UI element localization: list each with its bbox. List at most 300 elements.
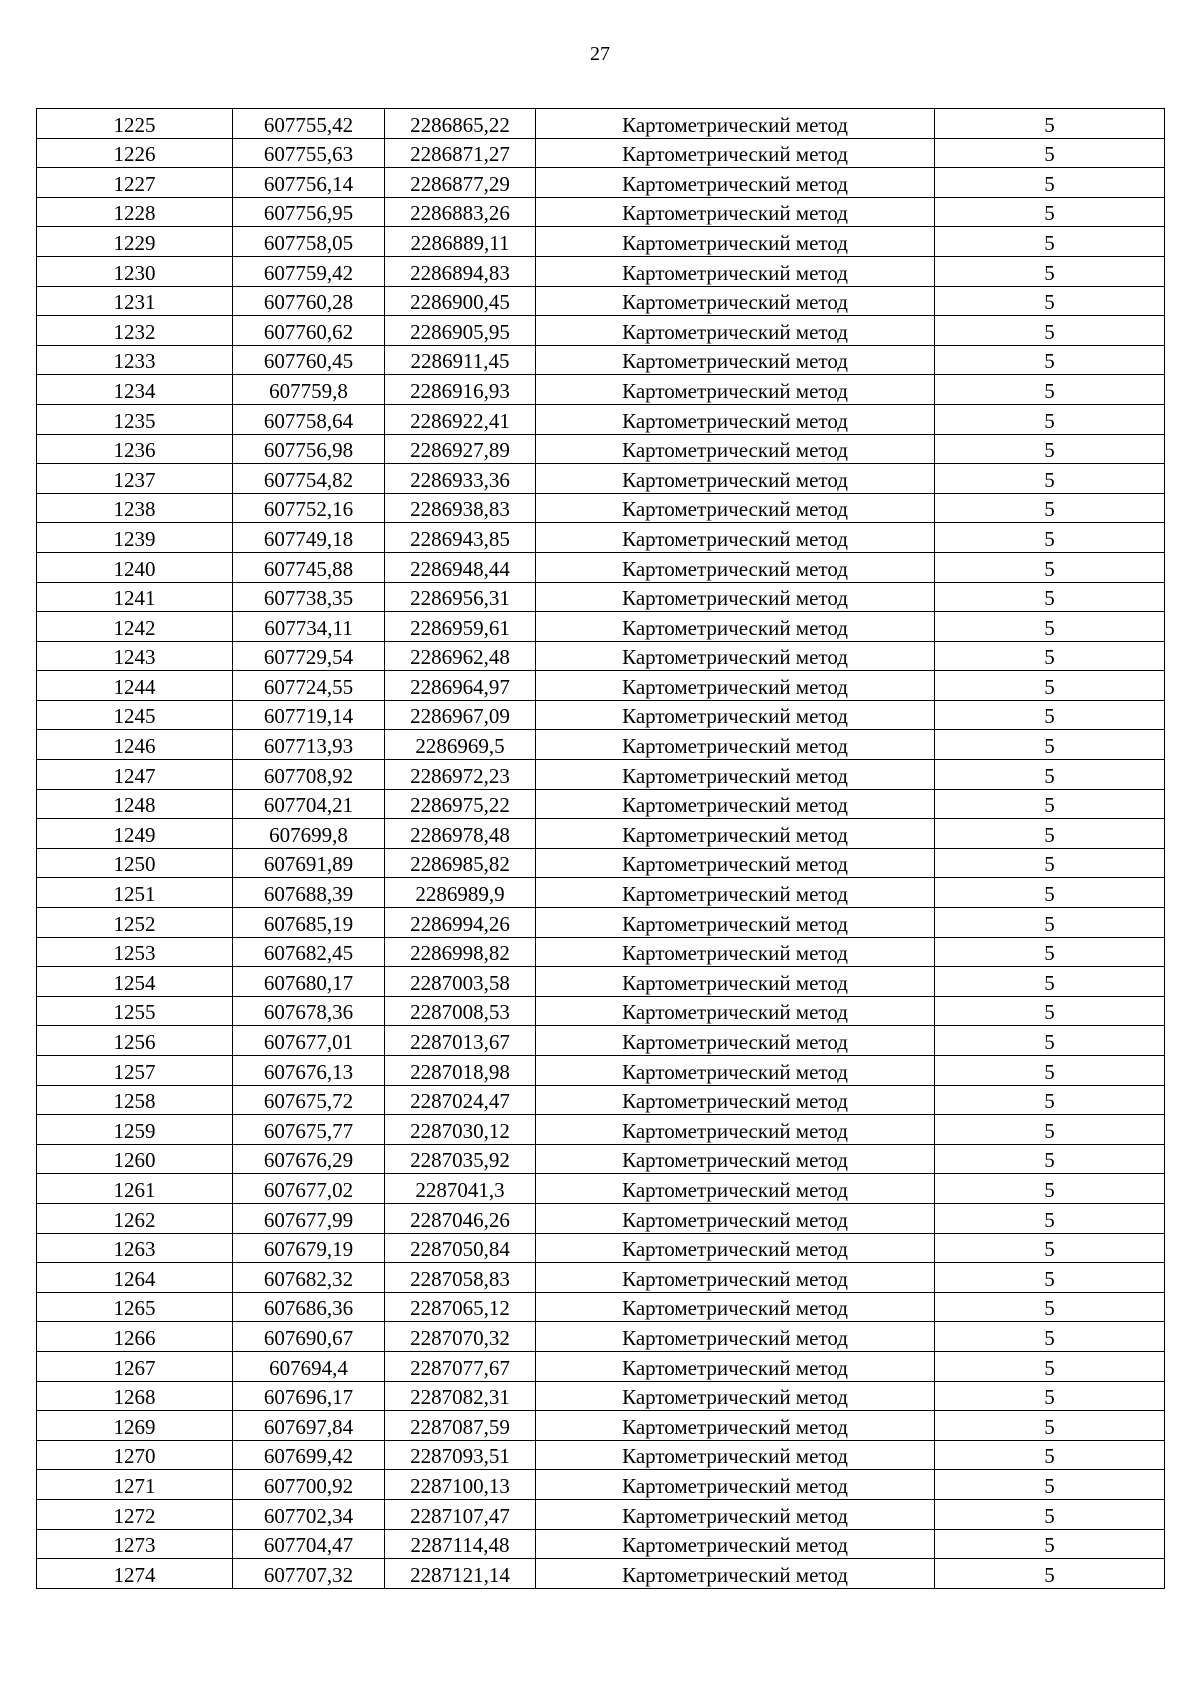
point-number-cell: 1225: [37, 109, 233, 139]
table-row: [37, 109, 1165, 139]
accuracy-cell: 5: [935, 1026, 1165, 1056]
y-coordinate-cell: 2287035,92: [385, 1144, 536, 1174]
x-coordinate-cell: 607719,14: [233, 700, 385, 730]
table-row: [37, 700, 1165, 730]
table-row: [37, 1292, 1165, 1322]
table-row: [37, 493, 1165, 523]
table-row: [37, 967, 1165, 997]
x-coordinate-cell: 607759,8: [233, 375, 385, 405]
y-coordinate-cell: 2287070,32: [385, 1322, 536, 1352]
accuracy-cell: 5: [935, 848, 1165, 878]
method-cell: Картометрический метод: [536, 1559, 935, 1589]
method-cell: Картометрический метод: [536, 1085, 935, 1115]
method-cell: Картометрический метод: [536, 641, 935, 671]
x-coordinate-cell: 607760,62: [233, 316, 385, 346]
point-number-cell: 1263: [37, 1233, 233, 1263]
method-cell: Картометрический метод: [536, 227, 935, 257]
table-row: [37, 1499, 1165, 1529]
method-cell: Картометрический метод: [536, 1292, 935, 1322]
x-coordinate-cell: 607756,98: [233, 434, 385, 464]
accuracy-cell: 5: [935, 493, 1165, 523]
x-coordinate-cell: 607702,34: [233, 1499, 385, 1529]
accuracy-cell: 5: [935, 612, 1165, 642]
accuracy-cell: 5: [935, 109, 1165, 139]
y-coordinate-cell: 2287107,47: [385, 1499, 536, 1529]
accuracy-cell: 5: [935, 345, 1165, 375]
page-number: 27: [590, 43, 610, 65]
y-coordinate-cell: 2287121,14: [385, 1559, 536, 1589]
point-number-cell: 1229: [37, 227, 233, 257]
accuracy-cell: 5: [935, 1292, 1165, 1322]
accuracy-cell: 5: [935, 168, 1165, 198]
x-coordinate-cell: 607749,18: [233, 523, 385, 553]
accuracy-cell: 5: [935, 227, 1165, 257]
method-cell: Картометрический метод: [536, 197, 935, 227]
x-coordinate-cell: 607713,93: [233, 730, 385, 760]
method-cell: Картометрический метод: [536, 523, 935, 553]
x-coordinate-cell: 607675,72: [233, 1085, 385, 1115]
method-cell: Картометрический метод: [536, 730, 935, 760]
method-cell: Картометрический метод: [536, 1499, 935, 1529]
accuracy-cell: 5: [935, 1203, 1165, 1233]
y-coordinate-cell: 2287114,48: [385, 1529, 536, 1559]
method-cell: Картометрический метод: [536, 552, 935, 582]
point-number-cell: 1226: [37, 138, 233, 168]
method-cell: Картометрический метод: [536, 1411, 935, 1441]
point-number-cell: 1256: [37, 1026, 233, 1056]
y-coordinate-cell: 2286994,26: [385, 908, 536, 938]
coordinates-table-body: [37, 109, 1165, 1589]
method-cell: Картометрический метод: [536, 286, 935, 316]
method-cell: Картометрический метод: [536, 1470, 935, 1500]
point-number-cell: 1262: [37, 1203, 233, 1233]
accuracy-cell: 5: [935, 404, 1165, 434]
point-number-cell: 1245: [37, 700, 233, 730]
table-row: [37, 1203, 1165, 1233]
x-coordinate-cell: 607699,42: [233, 1440, 385, 1470]
point-number-cell: 1260: [37, 1144, 233, 1174]
point-number-cell: 1268: [37, 1381, 233, 1411]
accuracy-cell: 5: [935, 138, 1165, 168]
method-cell: Картометрический метод: [536, 1529, 935, 1559]
table-row: [37, 582, 1165, 612]
method-cell: Картометрический метод: [536, 345, 935, 375]
point-number-cell: 1239: [37, 523, 233, 553]
x-coordinate-cell: 607682,32: [233, 1263, 385, 1293]
x-coordinate-cell: 607760,28: [233, 286, 385, 316]
method-cell: Картометрический метод: [536, 908, 935, 938]
x-coordinate-cell: 607690,67: [233, 1322, 385, 1352]
point-number-cell: 1228: [37, 197, 233, 227]
accuracy-cell: 5: [935, 1056, 1165, 1086]
accuracy-cell: 5: [935, 671, 1165, 701]
point-number-cell: 1235: [37, 404, 233, 434]
y-coordinate-cell: 2286967,09: [385, 700, 536, 730]
y-coordinate-cell: 2287065,12: [385, 1292, 536, 1322]
point-number-cell: 1271: [37, 1470, 233, 1500]
method-cell: Картометрический метод: [536, 434, 935, 464]
point-number-cell: 1266: [37, 1322, 233, 1352]
point-number-cell: 1250: [37, 848, 233, 878]
table-row: [37, 1351, 1165, 1381]
method-cell: Картометрический метод: [536, 1056, 935, 1086]
table-row: [37, 464, 1165, 494]
point-number-cell: 1265: [37, 1292, 233, 1322]
table-row: [37, 848, 1165, 878]
table-row: [37, 1381, 1165, 1411]
accuracy-cell: 5: [935, 1351, 1165, 1381]
method-cell: Картометрический метод: [536, 789, 935, 819]
x-coordinate-cell: 607755,63: [233, 138, 385, 168]
y-coordinate-cell: 2286871,27: [385, 138, 536, 168]
accuracy-cell: 5: [935, 730, 1165, 760]
point-number-cell: 1267: [37, 1351, 233, 1381]
accuracy-cell: 5: [935, 375, 1165, 405]
y-coordinate-cell: 2286943,85: [385, 523, 536, 553]
point-number-cell: 1241: [37, 582, 233, 612]
x-coordinate-cell: 607675,77: [233, 1115, 385, 1145]
table-row: [37, 552, 1165, 582]
method-cell: Картометрический метод: [536, 375, 935, 405]
table-row: [37, 671, 1165, 701]
point-number-cell: 1258: [37, 1085, 233, 1115]
table-row: [37, 1470, 1165, 1500]
method-cell: Картометрический метод: [536, 612, 935, 642]
table-row: [37, 937, 1165, 967]
table-row: [37, 1411, 1165, 1441]
accuracy-cell: 5: [935, 760, 1165, 790]
y-coordinate-cell: 2286916,93: [385, 375, 536, 405]
method-cell: Картометрический метод: [536, 700, 935, 730]
y-coordinate-cell: 2286972,23: [385, 760, 536, 790]
accuracy-cell: 5: [935, 1381, 1165, 1411]
y-coordinate-cell: 2286978,48: [385, 819, 536, 849]
table-row: [37, 1263, 1165, 1293]
y-coordinate-cell: 2287050,84: [385, 1233, 536, 1263]
table-row: [37, 612, 1165, 642]
x-coordinate-cell: 607758,64: [233, 404, 385, 434]
point-number-cell: 1251: [37, 878, 233, 908]
accuracy-cell: 5: [935, 316, 1165, 346]
x-coordinate-cell: 607678,36: [233, 996, 385, 1026]
accuracy-cell: 5: [935, 1559, 1165, 1589]
x-coordinate-cell: 607677,99: [233, 1203, 385, 1233]
point-number-cell: 1255: [37, 996, 233, 1026]
x-coordinate-cell: 607688,39: [233, 878, 385, 908]
point-number-cell: 1259: [37, 1115, 233, 1145]
y-coordinate-cell: 2287087,59: [385, 1411, 536, 1441]
point-number-cell: 1252: [37, 908, 233, 938]
point-number-cell: 1231: [37, 286, 233, 316]
x-coordinate-cell: 607694,4: [233, 1351, 385, 1381]
y-coordinate-cell: 2286889,11: [385, 227, 536, 257]
point-number-cell: 1230: [37, 256, 233, 286]
method-cell: Картометрический метод: [536, 1351, 935, 1381]
y-coordinate-cell: 2286948,44: [385, 552, 536, 582]
table-row: [37, 819, 1165, 849]
accuracy-cell: 5: [935, 552, 1165, 582]
y-coordinate-cell: 2286989,9: [385, 878, 536, 908]
accuracy-cell: 5: [935, 700, 1165, 730]
y-coordinate-cell: 2286883,26: [385, 197, 536, 227]
y-coordinate-cell: 2286985,82: [385, 848, 536, 878]
accuracy-cell: 5: [935, 1115, 1165, 1145]
table-row: [37, 256, 1165, 286]
table-row: [37, 908, 1165, 938]
point-number-cell: 1270: [37, 1440, 233, 1470]
y-coordinate-cell: 2287082,31: [385, 1381, 536, 1411]
accuracy-cell: 5: [935, 908, 1165, 938]
table-row: [37, 1026, 1165, 1056]
accuracy-cell: 5: [935, 286, 1165, 316]
point-number-cell: 1249: [37, 819, 233, 849]
x-coordinate-cell: 607758,05: [233, 227, 385, 257]
accuracy-cell: 5: [935, 878, 1165, 908]
method-cell: Картометрический метод: [536, 1263, 935, 1293]
method-cell: Картометрический метод: [536, 1203, 935, 1233]
x-coordinate-cell: 607760,45: [233, 345, 385, 375]
point-number-cell: 1261: [37, 1174, 233, 1204]
x-coordinate-cell: 607680,17: [233, 967, 385, 997]
point-number-cell: 1248: [37, 789, 233, 819]
x-coordinate-cell: 607686,36: [233, 1292, 385, 1322]
x-coordinate-cell: 607699,8: [233, 819, 385, 849]
y-coordinate-cell: 2287018,98: [385, 1056, 536, 1086]
y-coordinate-cell: 2287046,26: [385, 1203, 536, 1233]
y-coordinate-cell: 2286894,83: [385, 256, 536, 286]
x-coordinate-cell: 607677,02: [233, 1174, 385, 1204]
point-number-cell: 1273: [37, 1529, 233, 1559]
point-number-cell: 1237: [37, 464, 233, 494]
table-row: [37, 996, 1165, 1026]
point-number-cell: 1232: [37, 316, 233, 346]
x-coordinate-cell: 607682,45: [233, 937, 385, 967]
point-number-cell: 1247: [37, 760, 233, 790]
method-cell: Картометрический метод: [536, 760, 935, 790]
table-row: [37, 1529, 1165, 1559]
accuracy-cell: 5: [935, 1144, 1165, 1174]
point-number-cell: 1253: [37, 937, 233, 967]
table-row: [37, 345, 1165, 375]
accuracy-cell: 5: [935, 1440, 1165, 1470]
table-row: [37, 375, 1165, 405]
x-coordinate-cell: 607752,16: [233, 493, 385, 523]
method-cell: Картометрический метод: [536, 256, 935, 286]
point-number-cell: 1274: [37, 1559, 233, 1589]
y-coordinate-cell: 2287100,13: [385, 1470, 536, 1500]
method-cell: Картометрический метод: [536, 316, 935, 346]
accuracy-cell: 5: [935, 819, 1165, 849]
y-coordinate-cell: 2286969,5: [385, 730, 536, 760]
method-cell: Картометрический метод: [536, 848, 935, 878]
accuracy-cell: 5: [935, 1174, 1165, 1204]
method-cell: Картометрический метод: [536, 878, 935, 908]
method-cell: Картометрический метод: [536, 582, 935, 612]
method-cell: Картометрический метод: [536, 109, 935, 139]
x-coordinate-cell: 607676,29: [233, 1144, 385, 1174]
y-coordinate-cell: 2286877,29: [385, 168, 536, 198]
y-coordinate-cell: 2286933,36: [385, 464, 536, 494]
x-coordinate-cell: 607754,82: [233, 464, 385, 494]
table-row: [37, 1174, 1165, 1204]
y-coordinate-cell: 2287041,3: [385, 1174, 536, 1204]
accuracy-cell: 5: [935, 641, 1165, 671]
table-row: [37, 1085, 1165, 1115]
point-number-cell: 1227: [37, 168, 233, 198]
y-coordinate-cell: 2286975,22: [385, 789, 536, 819]
x-coordinate-cell: 607696,17: [233, 1381, 385, 1411]
y-coordinate-cell: 2286927,89: [385, 434, 536, 464]
method-cell: Картометрический метод: [536, 967, 935, 997]
method-cell: Картометрический метод: [536, 168, 935, 198]
table-row: [37, 434, 1165, 464]
y-coordinate-cell: 2286905,95: [385, 316, 536, 346]
accuracy-cell: 5: [935, 582, 1165, 612]
accuracy-cell: 5: [935, 1263, 1165, 1293]
point-number-cell: 1272: [37, 1499, 233, 1529]
table-row: [37, 523, 1165, 553]
coordinates-table: [36, 108, 1165, 1589]
table-row: [37, 1559, 1165, 1589]
x-coordinate-cell: 607691,89: [233, 848, 385, 878]
point-number-cell: 1236: [37, 434, 233, 464]
table-row: [37, 197, 1165, 227]
y-coordinate-cell: 2286959,61: [385, 612, 536, 642]
point-number-cell: 1257: [37, 1056, 233, 1086]
y-coordinate-cell: 2287013,67: [385, 1026, 536, 1056]
y-coordinate-cell: 2287008,53: [385, 996, 536, 1026]
method-cell: Картометрический метод: [536, 1440, 935, 1470]
x-coordinate-cell: 607756,95: [233, 197, 385, 227]
y-coordinate-cell: 2287093,51: [385, 1440, 536, 1470]
x-coordinate-cell: 607759,42: [233, 256, 385, 286]
method-cell: Картометрический метод: [536, 464, 935, 494]
method-cell: Картометрический метод: [536, 138, 935, 168]
x-coordinate-cell: 607708,92: [233, 760, 385, 790]
point-number-cell: 1244: [37, 671, 233, 701]
y-coordinate-cell: 2287077,67: [385, 1351, 536, 1381]
point-number-cell: 1238: [37, 493, 233, 523]
x-coordinate-cell: 607729,54: [233, 641, 385, 671]
x-coordinate-cell: 607738,35: [233, 582, 385, 612]
method-cell: Картометрический метод: [536, 1026, 935, 1056]
table-row: [37, 1440, 1165, 1470]
y-coordinate-cell: 2286900,45: [385, 286, 536, 316]
y-coordinate-cell: 2286922,41: [385, 404, 536, 434]
accuracy-cell: 5: [935, 1233, 1165, 1263]
table-row: [37, 789, 1165, 819]
y-coordinate-cell: 2287030,12: [385, 1115, 536, 1145]
accuracy-cell: 5: [935, 1322, 1165, 1352]
accuracy-cell: 5: [935, 434, 1165, 464]
accuracy-cell: 5: [935, 464, 1165, 494]
x-coordinate-cell: 607707,32: [233, 1559, 385, 1589]
x-coordinate-cell: 607685,19: [233, 908, 385, 938]
table-row: [37, 404, 1165, 434]
table-row: [37, 138, 1165, 168]
x-coordinate-cell: 607679,19: [233, 1233, 385, 1263]
point-number-cell: 1240: [37, 552, 233, 582]
accuracy-cell: 5: [935, 1411, 1165, 1441]
x-coordinate-cell: 607756,14: [233, 168, 385, 198]
table-row: [37, 641, 1165, 671]
point-number-cell: 1264: [37, 1263, 233, 1293]
x-coordinate-cell: 607677,01: [233, 1026, 385, 1056]
x-coordinate-cell: 607697,84: [233, 1411, 385, 1441]
method-cell: Картометрический метод: [536, 1381, 935, 1411]
method-cell: Картометрический метод: [536, 493, 935, 523]
accuracy-cell: 5: [935, 197, 1165, 227]
table-row: [37, 760, 1165, 790]
accuracy-cell: 5: [935, 1499, 1165, 1529]
x-coordinate-cell: 607745,88: [233, 552, 385, 582]
point-number-cell: 1233: [37, 345, 233, 375]
x-coordinate-cell: 607676,13: [233, 1056, 385, 1086]
y-coordinate-cell: 2286911,45: [385, 345, 536, 375]
method-cell: Картометрический метод: [536, 1174, 935, 1204]
y-coordinate-cell: 2286865,22: [385, 109, 536, 139]
method-cell: Картометрический метод: [536, 1233, 935, 1263]
y-coordinate-cell: 2286964,97: [385, 671, 536, 701]
method-cell: Картометрический метод: [536, 1322, 935, 1352]
y-coordinate-cell: 2286998,82: [385, 937, 536, 967]
table-row: [37, 1115, 1165, 1145]
method-cell: Картометрический метод: [536, 671, 935, 701]
point-number-cell: 1243: [37, 641, 233, 671]
y-coordinate-cell: 2286962,48: [385, 641, 536, 671]
x-coordinate-cell: 607700,92: [233, 1470, 385, 1500]
y-coordinate-cell: 2287058,83: [385, 1263, 536, 1293]
x-coordinate-cell: 607724,55: [233, 671, 385, 701]
point-number-cell: 1254: [37, 967, 233, 997]
y-coordinate-cell: 2286938,83: [385, 493, 536, 523]
table-row: [37, 730, 1165, 760]
accuracy-cell: 5: [935, 256, 1165, 286]
table-row: [37, 1144, 1165, 1174]
x-coordinate-cell: 607704,47: [233, 1529, 385, 1559]
method-cell: Картометрический метод: [536, 404, 935, 434]
table-row: [37, 1233, 1165, 1263]
method-cell: Картометрический метод: [536, 1115, 935, 1145]
table-row: [37, 316, 1165, 346]
point-number-cell: 1234: [37, 375, 233, 405]
y-coordinate-cell: 2287003,58: [385, 967, 536, 997]
method-cell: Картометрический метод: [536, 937, 935, 967]
table-row: [37, 286, 1165, 316]
table-row: [37, 227, 1165, 257]
accuracy-cell: 5: [935, 1085, 1165, 1115]
method-cell: Картометрический метод: [536, 996, 935, 1026]
y-coordinate-cell: 2287024,47: [385, 1085, 536, 1115]
accuracy-cell: 5: [935, 523, 1165, 553]
table-row: [37, 168, 1165, 198]
accuracy-cell: 5: [935, 1529, 1165, 1559]
y-coordinate-cell: 2286956,31: [385, 582, 536, 612]
point-number-cell: 1269: [37, 1411, 233, 1441]
accuracy-cell: 5: [935, 789, 1165, 819]
table-row: [37, 1056, 1165, 1086]
accuracy-cell: 5: [935, 937, 1165, 967]
point-number-cell: 1242: [37, 612, 233, 642]
x-coordinate-cell: 607734,11: [233, 612, 385, 642]
accuracy-cell: 5: [935, 996, 1165, 1026]
method-cell: Картометрический метод: [536, 1144, 935, 1174]
table-row: [37, 1322, 1165, 1352]
point-number-cell: 1246: [37, 730, 233, 760]
accuracy-cell: 5: [935, 1470, 1165, 1500]
table-row: [37, 878, 1165, 908]
x-coordinate-cell: 607755,42: [233, 109, 385, 139]
